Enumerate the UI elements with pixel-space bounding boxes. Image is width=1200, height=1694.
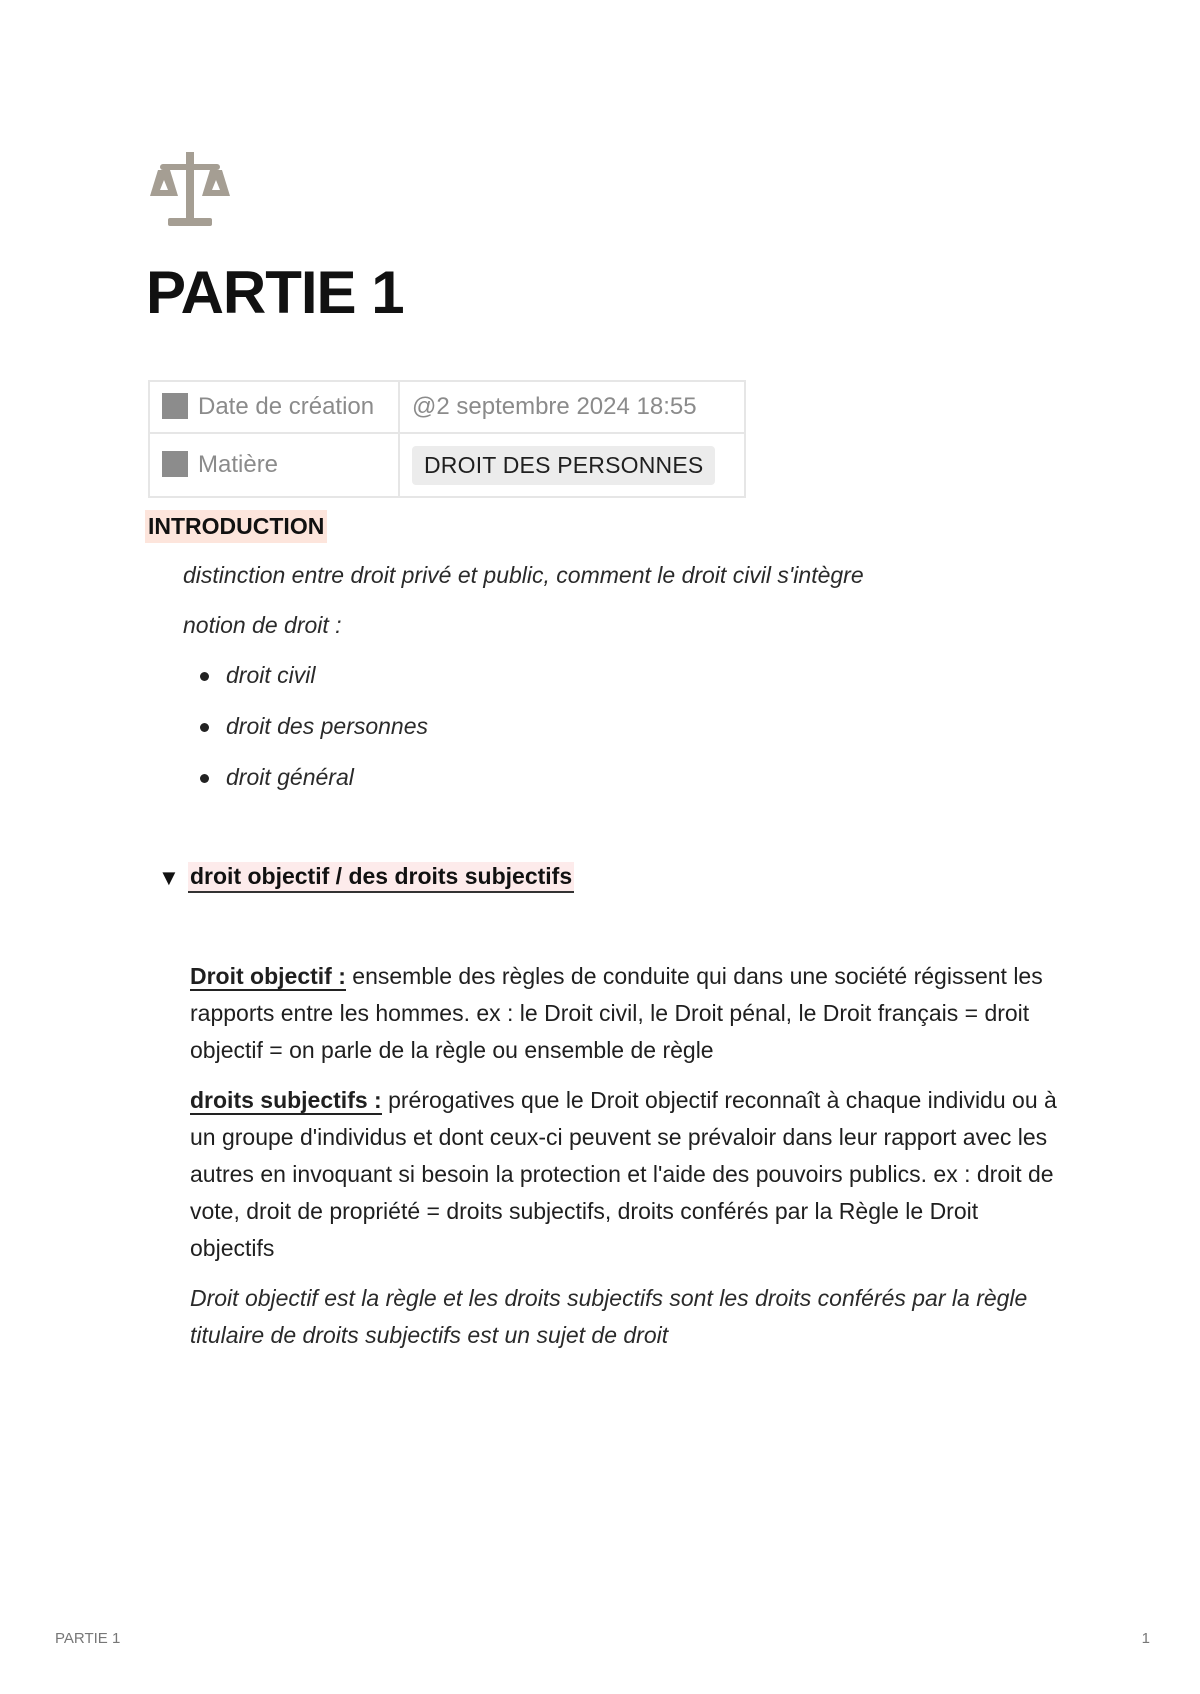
intro-line: distinction entre droit privé et public, comment le droit civil s'intègre (183, 562, 864, 588)
toggle-arrow-icon[interactable]: ▼ (158, 864, 180, 890)
list-item: droit général (226, 762, 1083, 792)
introduction-heading: INTRODUCTION (145, 510, 327, 543)
toggle-title: droit objectif / des droits subjectifs (188, 862, 574, 893)
definition-paragraph (190, 958, 1060, 1069)
page-title: PARTIE 1 (146, 259, 404, 326)
intro-line: notion de droit : (183, 612, 342, 638)
toggle-content (190, 958, 1060, 1367)
list-item: droit civil (226, 660, 1083, 690)
definition-text: ensemble des règles de conduite qui dans une société régissent les rapports entre les hommes. ex : le Droit civil, le Droit pénal, le Droit français = droit objectif = on parle de la règle ou ensemble de règle (190, 963, 1043, 1063)
footer-title: PARTIE 1 (55, 1630, 121, 1647)
properties-table (148, 380, 746, 498)
toggle-block[interactable] (158, 862, 574, 893)
property-label: Date de création (198, 393, 375, 420)
property-row[interactable] (149, 381, 745, 433)
summary-note: Droit objectif est la règle et les droits subjectifs sont les droits conférés par la règle titulaire de droits subjectifs est un sujet de droit (190, 1285, 1028, 1348)
page-number: 1 (1141, 1630, 1150, 1647)
created-date-value[interactable]: @2 septembre 2024 18:55 (399, 381, 745, 433)
definition-term: droits subjectifs : (190, 1087, 382, 1113)
definition-paragraph (190, 1082, 1060, 1267)
property-label: Matière (198, 451, 279, 478)
definition-term: Droit objectif : (190, 963, 346, 989)
introduction-content (183, 560, 1083, 813)
property-type-icon (162, 451, 188, 477)
notion-list (183, 660, 1083, 792)
subject-tag[interactable]: DROIT DES PERSONNES (412, 446, 715, 485)
definition-text: prérogatives que le Droit objectif reconnaît à chaque individu ou à un groupe d'individus et dont ceux-ci peuvent se prévaloir dans leur rapport avec les autres en invoquant si besoin la protection et l'aide des pouvoirs publics. ex : droit de vote, droit de propriété = droits subjectifs, droits conférés par la Règle le Droit objectifs (190, 1087, 1057, 1261)
property-type-icon (162, 393, 188, 419)
scales-icon (150, 152, 230, 228)
list-item: droit des personnes (226, 711, 1083, 741)
property-row[interactable] (149, 433, 745, 497)
